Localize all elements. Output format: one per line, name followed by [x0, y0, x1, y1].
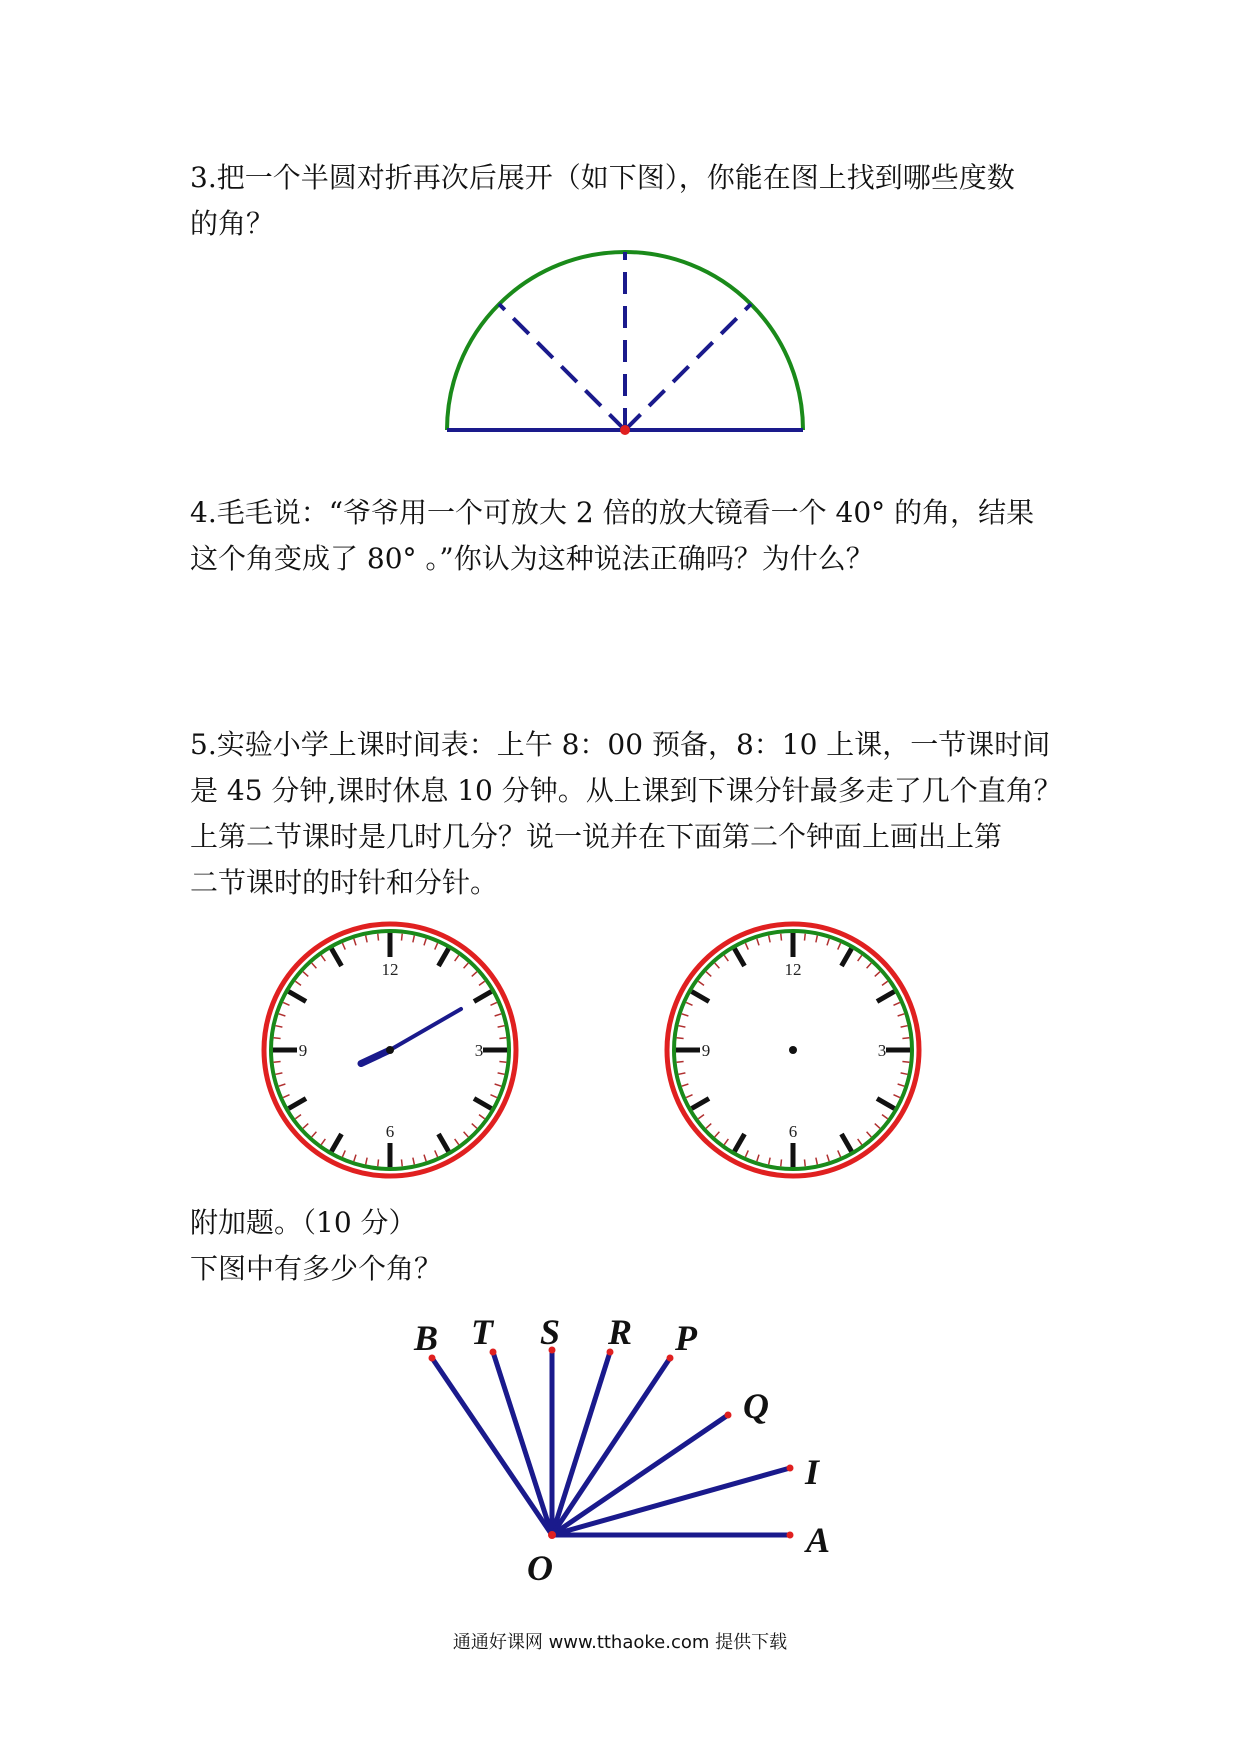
clock-2-number-6: 6	[788, 1122, 798, 1141]
ray-ob	[432, 1358, 552, 1535]
footer-credit: 通通好课网 www.tthaoke.com 提供下载	[452, 1632, 788, 1653]
ray-label-q: Q	[743, 1386, 769, 1426]
ray-label-a: A	[805, 1520, 831, 1560]
question-4-line-1: 4.毛毛说：“爷爷用一个可放大 2 倍的放大镜看一个 40° 的角，结果	[190, 496, 1035, 529]
ray-oq	[552, 1415, 728, 1535]
vertex-label-o: O	[527, 1548, 553, 1588]
ray-label-r: R	[607, 1312, 633, 1352]
ray-label-i: I	[804, 1452, 820, 1492]
ray-end-point-q	[725, 1412, 732, 1419]
bonus-title: 附加题。（10 分）	[190, 1206, 417, 1239]
ray-end-point-p	[667, 1355, 674, 1362]
ray-label-t: T	[471, 1312, 493, 1352]
ray-or	[552, 1352, 610, 1535]
ray-label-s: S	[539, 1312, 561, 1352]
question-5-line-3: 上第二节课时是几时几分？说一说并在下面第二个钟面上画出上第	[190, 820, 1003, 853]
question-5-line-1: 5.实验小学上课时间表：上午 8：00 预备，8：10 上课，一节课时间	[190, 728, 1051, 761]
ray-end-point-a	[787, 1532, 794, 1539]
question-5-line-2: 是 45 分钟,课时休息 10 分钟。从上课到下课分针最多走了几个直角？	[190, 774, 1062, 807]
ray-ot	[493, 1352, 552, 1535]
bonus-question: 下图中有多少个角？	[190, 1252, 443, 1285]
ray-end-point-i	[787, 1465, 794, 1472]
clock-2-number-9: 9	[701, 1041, 711, 1060]
clock-1-number-12: 12	[381, 960, 399, 979]
question-3-line-1: 3.把一个半圆对折再次后展开（如下图），你能在图上找到哪些度数	[190, 161, 1015, 194]
question-3-line-2: 的角？	[190, 207, 275, 240]
clock-1-number-3: 3	[474, 1041, 484, 1060]
vertex-point-o	[548, 1531, 556, 1539]
clock-2-number-3: 3	[877, 1041, 887, 1060]
question-4-line-2: 这个角变成了 80° 。”你认为这种说法正确吗？为什么？	[190, 542, 874, 575]
question-5-line-4: 二节课时的时针和分针。	[190, 866, 499, 899]
ray-label-b: B	[413, 1318, 439, 1358]
clock-1-number-6: 6	[385, 1122, 395, 1141]
clock-2-number-12: 12	[784, 960, 802, 979]
ray-label-p: P	[675, 1318, 697, 1358]
clock-1-number-9: 9	[298, 1041, 308, 1060]
